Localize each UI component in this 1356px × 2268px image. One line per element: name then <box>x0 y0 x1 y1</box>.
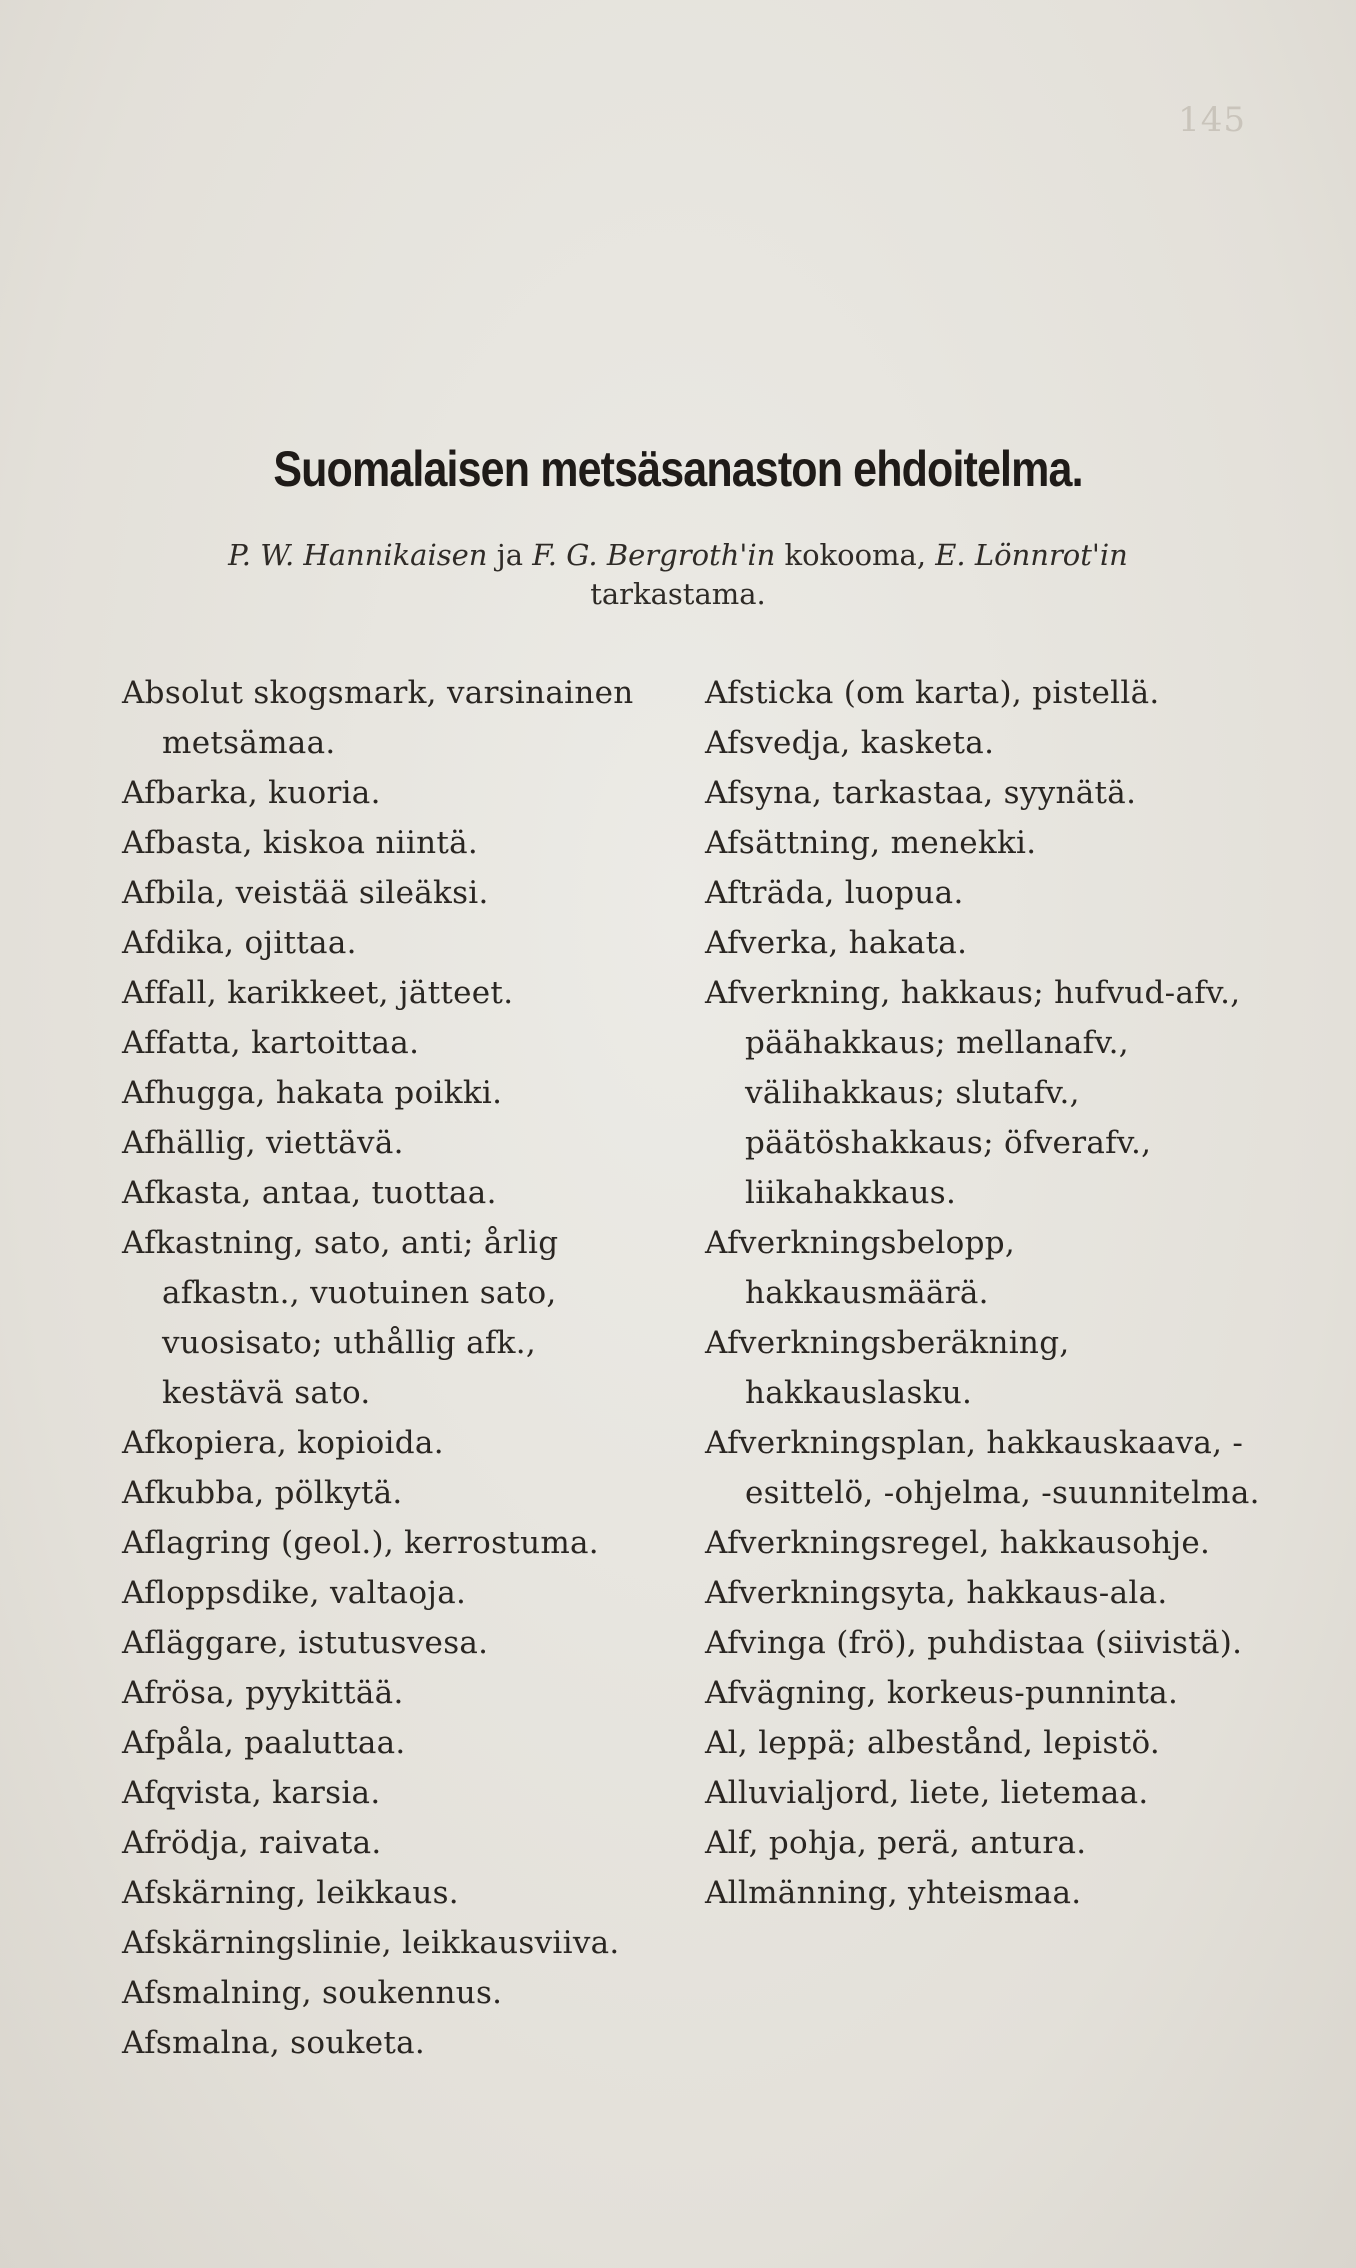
glossary-entry: Afträda, luopua. <box>705 875 964 911</box>
glossary-entry: Afsättning, menekki. <box>705 825 1037 861</box>
author-1: P. W. Hannikaisen <box>228 538 488 572</box>
glossary-entry: Afverkningsplan, hakkauskaava, -esittelö, -ohjelma, -suunnitelma. <box>705 1425 1260 1511</box>
glossary-entry: Afpåla, paaluttaa. <box>122 1725 406 1761</box>
byline-compiled: kokooma, <box>784 538 927 572</box>
glossary-entry: Al, leppä; albestånd, lepistö. <box>705 1725 1161 1761</box>
glossary-entry: Afhällig, viettävä. <box>122 1125 404 1161</box>
glossary-entry: Afdika, ojittaa. <box>122 925 357 961</box>
glossary-entry: Allmänning, yhteismaa. <box>705 1875 1082 1911</box>
glossary-entry: Afsmalna, souketa. <box>122 2025 426 2061</box>
page-number: 145 <box>1178 100 1246 140</box>
glossary-entry: Afkasta, antaa, tuottaa. <box>122 1175 497 1211</box>
byline-line-2: tarkastama. <box>590 577 766 612</box>
glossary-entry: Afbasta, kiskoa niintä. <box>122 825 479 861</box>
glossary-entry: Afskärningslinie, leikkausviiva. <box>122 1925 620 1961</box>
glossary-entry: Afverkningsyta, hakkaus-ala. <box>705 1575 1168 1611</box>
author-2: F. G. Bergroth'in <box>532 538 776 572</box>
glossary-entry: Afläggare, istutusvesa. <box>122 1625 489 1661</box>
glossary-entry: Afrödja, raivata. <box>122 1825 382 1861</box>
page-title: Suomalaisen metsäsanaston ehdoitelma. <box>273 441 1083 497</box>
glossary-entry: Alluvialjord, liete, lietemaa. <box>705 1775 1149 1811</box>
author-3: E. Lönnrot'in <box>935 538 1128 572</box>
glossary-entry: Afvinga (frö), puhdistaa (siivistä). <box>705 1625 1243 1661</box>
glossary-entry: Afsticka (om karta), pistellä. <box>705 675 1160 711</box>
glossary-entry: Affall, karikkeet, jätteet. <box>122 975 514 1011</box>
glossary-entry: Afhugga, hakata poikki. <box>122 1075 503 1111</box>
glossary-entry: Afverkningsregel, hakkausohje. <box>705 1525 1211 1561</box>
glossary-entry: Aflagring (geol.), kerrostuma. <box>122 1525 599 1561</box>
glossary-entry: Absolut skogsmark, varsinainen metsämaa. <box>122 675 634 761</box>
glossary-entry: Afkubba, pölkytä. <box>122 1475 403 1511</box>
glossary-entry: Afbarka, kuoria. <box>122 775 381 811</box>
glossary-entry: Afsmalning, soukennus. <box>122 1975 503 2011</box>
byline-line-1 <box>0 536 1356 575</box>
glossary-entry: Afvägning, korkeus-punninta. <box>705 1675 1179 1711</box>
right-column <box>705 668 1265 1918</box>
glossary-entry: Afverkningsbelopp, hakkausmäärä. <box>705 1225 1016 1311</box>
glossary-entry: Afqvista, karsia. <box>122 1775 381 1811</box>
byline <box>0 536 1356 614</box>
glossary-entry: Afrösa, pyykittää. <box>122 1675 404 1711</box>
glossary-entry: Afloppsdike, valtaoja. <box>122 1575 467 1611</box>
glossary-entry: Afsvedja, kasketa. <box>705 725 995 761</box>
glossary-entry: Afbila, veistää sileäksi. <box>122 875 489 911</box>
glossary-entry: Alf, pohja, perä, antura. <box>705 1825 1087 1861</box>
glossary-entry: Afverka, hakata. <box>705 925 968 961</box>
glossary-entry: Afkopiera, kopioida. <box>122 1425 444 1461</box>
glossary-entry: Afskärning, leikkaus. <box>122 1875 459 1911</box>
glossary-entry: Afverkningsberäkning, hakkauslasku. <box>705 1325 1070 1411</box>
byline-conjunction: ja <box>496 538 523 572</box>
glossary-entry: Afsyna, tarkastaa, syynätä. <box>705 775 1137 811</box>
glossary-entry: Afkastning, sato, anti; årlig afkastn., vuotuinen sato, vuosisato; uthållig afk., kestävä sato. <box>122 1225 559 1411</box>
glossary-entry: Affatta, kartoittaa. <box>122 1025 420 1061</box>
glossary-entry: Afverkning, hakkaus; hufvud-afv., päähakkaus; mellanafv., välihakkaus; slutafv., päätöshakkaus; öfverafv., liikahakkaus. <box>705 975 1241 1211</box>
left-column <box>122 668 662 2068</box>
